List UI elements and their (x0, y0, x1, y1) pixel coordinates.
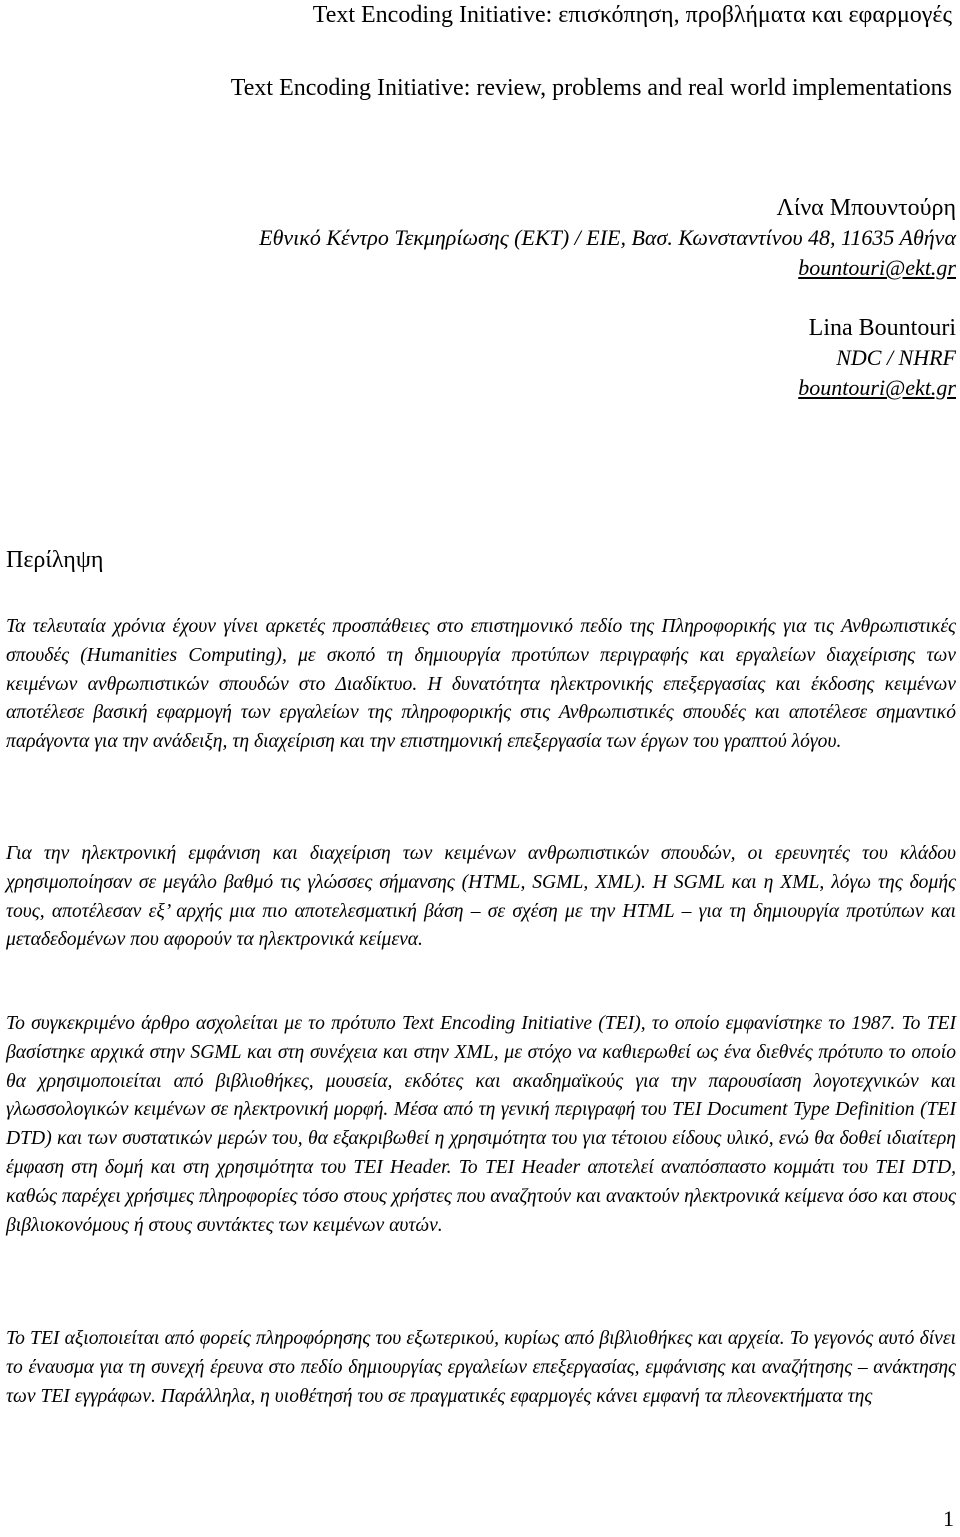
title-greek: Text Encoding Initiative: επισκόπηση, προβλήματα και εφαρμογές (312, 2, 952, 28)
author-affiliation-greek: Εθνικό Κέντρο Τεκμηρίωσης (ΕΚΤ) / ΕΙΕ, Βασ. Κωνσταντίνου 48, 11635 Αθήνα (259, 225, 956, 250)
author-email-link-greek[interactable]: bountouri@ekt.gr (798, 255, 956, 280)
page-number: 1 (943, 1506, 954, 1531)
abstract-paragraph: Το TEI αξιοποιείται από φορείς πληροφόρησης του εξωτερικού, κυρίως από βιβλιοθήκες και αρχεία. Το γεγονός αυτό δίνει το έναυσμα για τη συνεχή έρευνα στο πεδίο δημιουργίας εργαλείων επεξεργασίας, εμφάνισης και αναζήτησης – ανάκτησης των TEI εγγράφων. Παράλληλα, η υιοθέτησή του σε πραγματικές εφαρμογές κάνει εμφανή τα πλεονεκτήματα της (6, 1328, 956, 1407)
abstract-heading: Περίληψη (6, 547, 104, 573)
author-block-english (0, 313, 956, 403)
abstract-paragraph: Για την ηλεκτρονική εμφάνιση και διαχείριση των κειμένων ανθρωπιστικών σπουδών, οι ερευνητές του κλάδου χρησιμοποίησαν σε μεγάλο βαθμό τις γλώσσες σήμανσης (HTML, SGML, XML). Η SGML και η XML, λόγω της δομής τους, αποτέλεσαν εξ’ αρχής μια πιο αποτελεσματική βάση – σε σχέση με την HTML – για τη δημιουργία προτύπων και μεταδεδομένων που αφορούν τα ηλεκτρονικά κείμενα. (6, 843, 956, 951)
author-name-greek: Λίνα Μπουντούρη (776, 195, 956, 221)
abstract-paragraph: Τα τελευταία χρόνια έχουν γίνει αρκετές προσπάθειες στο επιστημονικό πεδίο της Πληροφορικής για τις Ανθρωπιστικές σπουδές (Humanities Computing), με σκοπό τη δημιουργία προτύπων περιγραφής και εργαλείων διαχείρισης των κειμένων ανθρωπιστικών σπουδών στο Διαδίκτυο. Η δυνατότητα ηλεκτρονικής επεξεργασίας και έκδοσης κειμένων αποτέλεσε βασική εφαρμογή των εργαλείων της πληροφορικής στις Ανθρωπιστικές σπουδές και αποτέλεσε σημαντικό παράγοντα για την ανάδειξη, τη διαχείριση και την επιστημονική επεξεργασία των έργων του γραπτού λόγου. (6, 616, 956, 753)
author-name-english: Lina Bountouri (808, 315, 956, 341)
abstract-paragraph: Το συγκεκριμένο άρθρο ασχολείται με το πρότυπο Text Encoding Initiative (TEI), το οποίο εμφανίστηκε το 1987. Το TEI βασίστηκε αρχικά στην SGML και στη συνέχεια και στην XML, με στόχο να καθιερωθεί ως ένα διεθνές πρότυπο το οποίο θα χρησιμοποιείται από βιβλιοθήκες, μουσεία, εκδότες και ακαδημαϊκούς για την παρουσίαση λογοτεχνικών και γλωσσολογικών κειμένων σε ηλεκτρονική μορφή. Μέσα από τη γενική περιγραφή του TEI Document Type Definition (TEI DTD) και των συστατικών μερών του, θα εξακριβωθεί η χρησιμότητα του για τέτοιου είδους υλικό, ενώ θα δοθεί ιδιαίτερη έμφαση στη δομή και στη χρησιμότητα του TEI Header. Το TEI Header αποτελεί αναπόσπαστο κομμάτι του TEI DTD, καθώς παρέχει χρήσιμες πληροφορίες τόσο στους χρήστες που αναζητούν και ανακτούν ηλεκτρονικά κείμενα όσο και στους βιβλιοκονόμους ή στους συντάκτες των κειμένων αυτών. (6, 1013, 956, 1236)
title-english: Text Encoding Initiative: review, problems and real world implementations (230, 75, 952, 101)
author-email-link-english[interactable]: bountouri@ekt.gr (798, 375, 956, 400)
author-affiliation-english: NDC / NHRF (836, 345, 956, 370)
author-block-greek (0, 193, 956, 283)
